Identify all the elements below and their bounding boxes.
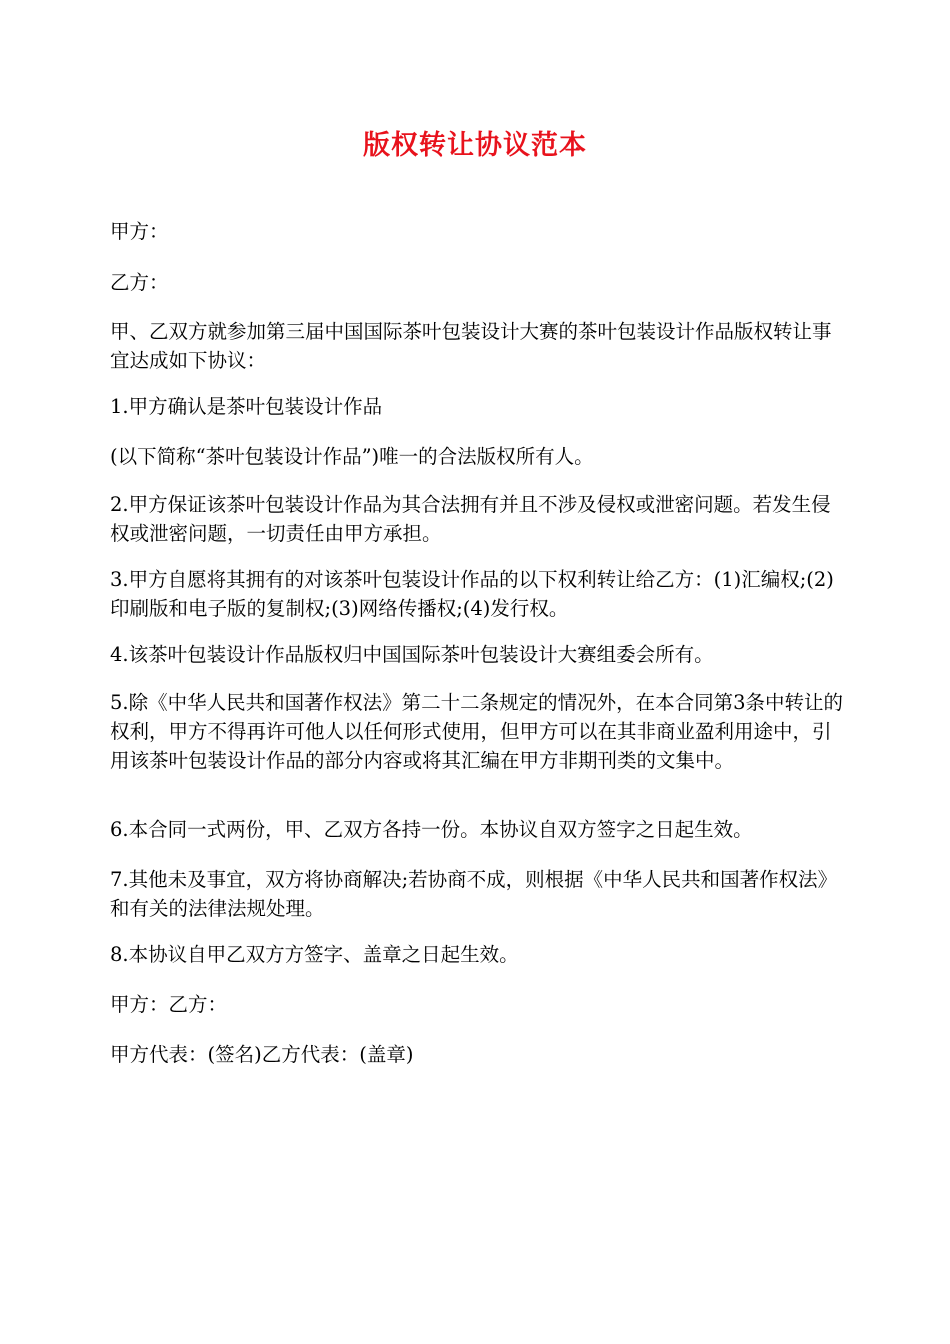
clause-2: 2.甲方保证该茶叶包装设计作品为其合法拥有并且不涉及侵权或泄密问题。若发生侵权或泄密问题，一切责任由甲方承担。 (110, 493, 831, 545)
signature-representatives: 甲方代表：(签名)乙方代表：(盖章) (110, 1043, 414, 1066)
signature-parties: 甲方：乙方： (110, 993, 228, 1016)
clause-1b: (以下简称“茶叶包装设计作品”)唯一的合法版权所有人。 (110, 445, 594, 468)
clause-1a: 1.甲方确认是茶叶包装设计作品 (110, 395, 383, 418)
clause-6: 6.本合同一式两份，甲、乙双方各持一份。本协议自双方签字之日起生效。 (110, 818, 753, 841)
clause-5: 5.除《中华人民共和国著作权法》第二十二条规定的情况外，在本合同第3条中转让的权利，甲方不得再许可他人以任何形式使用，但甲方可以在其非商业盈利用途中，引用该茶叶包装设计作品的部分内容或将其汇编在甲方非期刊类的文集中。 (110, 691, 844, 772)
clause-7: 7.其他未及事宜，双方将协商解决;若协商不成，则根据《中华人民共和国著作权法》和有关的法律法规处理。 (110, 868, 838, 920)
document-title: 版权转让协议范本 (363, 130, 587, 161)
clause-4: 4.该茶叶包装设计作品版权归中国国际茶叶包装设计大赛组委会所有。 (110, 643, 714, 666)
intro-paragraph: 甲、乙双方就参加第三届中国国际茶叶包装设计大赛的茶叶包装设计作品版权转让事宜达成如下协议： (110, 320, 832, 372)
party-b-line: 乙方： (110, 271, 169, 294)
clause-8: 8.本协议自甲乙双方方签字、盖章之日起生效。 (110, 943, 519, 966)
party-a-line: 甲方： (110, 220, 169, 243)
clause-3: 3.甲方自愿将其拥有的对该茶叶包装设计作品的以下权利转让给乙方：(1)汇编权;(2)印刷版和电子版的复制权;(3)网络传播权;(4)发行权。 (110, 568, 834, 620)
